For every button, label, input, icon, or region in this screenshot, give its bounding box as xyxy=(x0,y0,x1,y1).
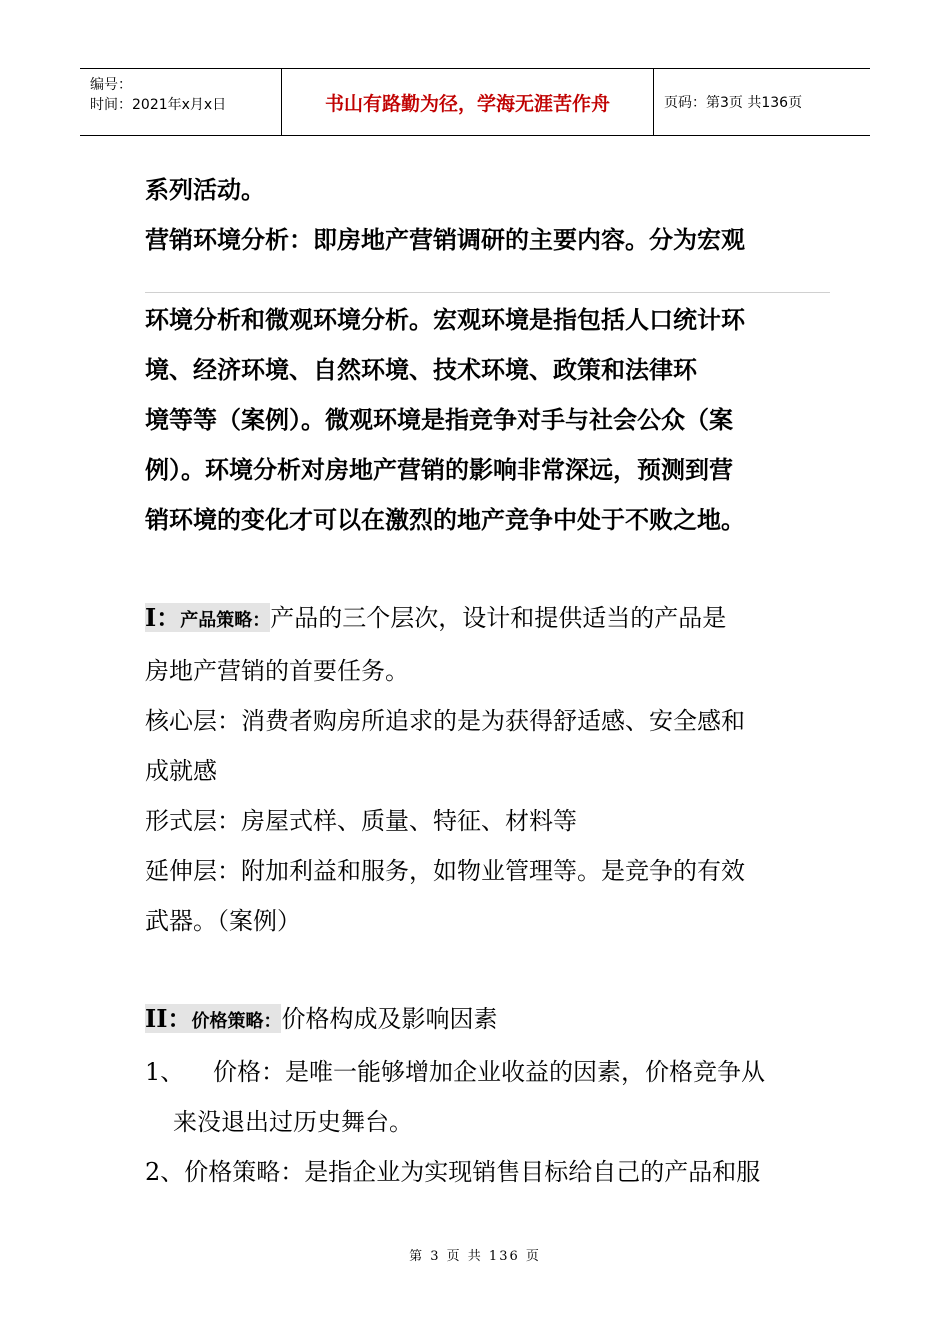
body-line: 系列活动。 xyxy=(145,175,265,204)
body-line: 销环境的变化才可以在激烈的地产竞争中处于不败之地。 xyxy=(145,505,745,534)
body-line: 房地产营销的首要任务。 xyxy=(145,657,409,685)
body-line: 营销环境分析：即房地产营销调研的主要内容。分为宏观 xyxy=(145,225,745,254)
list-item: 2、价格策略：是指企业为实现销售目标给自己的产品和服 xyxy=(145,1158,761,1186)
body-line: 延伸层：附加利益和服务，如物业管理等。是竞争的有效 xyxy=(145,857,745,885)
section-intro: 价格构成及影响因素 xyxy=(281,1005,498,1033)
section-heading-product xyxy=(145,593,815,646)
header-motto: 书山有路勤为径，学海无涯苦作舟 xyxy=(282,69,654,135)
page-header xyxy=(80,68,870,136)
body-line: 成就感 xyxy=(145,757,217,785)
list-item-continuation: 来没退出过历史舞台。 xyxy=(173,1108,413,1136)
page-break-divider xyxy=(145,292,830,293)
document-body xyxy=(145,165,815,1197)
header-meta xyxy=(80,69,282,135)
section-heading-price xyxy=(145,994,815,1047)
body-line: 核心层：消费者购房所追求的是为获得舒适感、安全感和 xyxy=(145,707,745,735)
body-line: 形式层：房屋式样、质量、特征、材料等 xyxy=(145,807,577,835)
body-line: 环境分析和微观环境分析。宏观环境是指包括人口统计环 xyxy=(145,305,745,334)
list-item: 1、 价格：是唯一能够增加企业收益的因素，价格竞争从 xyxy=(145,1058,765,1086)
page-footer: 第 3 页 共 136 页 xyxy=(409,1249,541,1264)
body-line: 例）。环境分析对房地产营销的影响非常深远，预测到营 xyxy=(145,455,733,484)
header-page-info: 页码：第3页 共136页 xyxy=(664,95,803,111)
body-line: 武器。（案例） xyxy=(145,907,301,935)
section-label: I：产品策略： xyxy=(145,603,271,632)
body-line: 境等等（案例）。微观环境是指竞争对手与社会公众（案 xyxy=(145,405,733,434)
body-line: 境、经济环境、自然环境、技术环境、政策和法律环 xyxy=(145,355,697,384)
time-label: 时间：2021年x月x日 xyxy=(90,97,227,113)
number-label: 编号： xyxy=(90,77,132,93)
section-label: II：价格策略： xyxy=(145,1004,282,1033)
section-intro: 产品的三个层次，设计和提供适当的产品是 xyxy=(270,604,727,632)
